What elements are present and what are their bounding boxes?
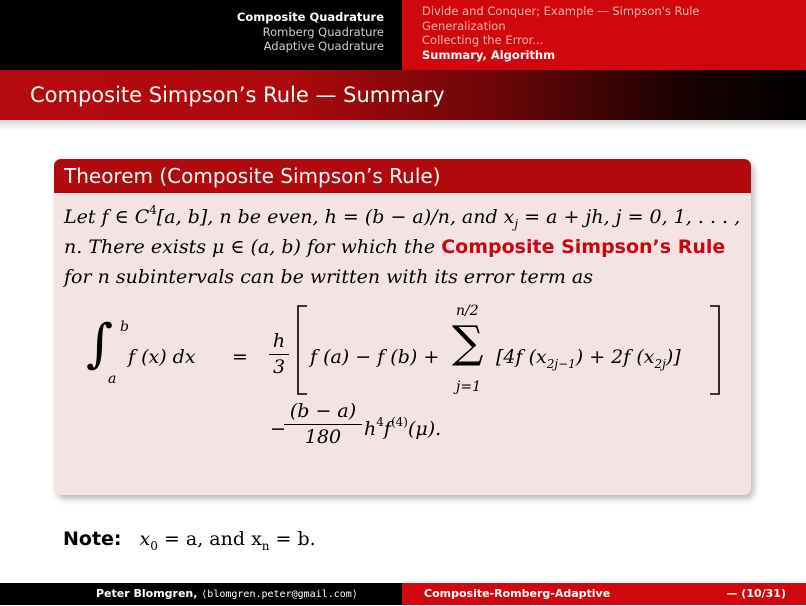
theorem-statement: [64, 202, 741, 292]
error-denominator: 180: [304, 426, 342, 448]
footer-author-name: Peter Blomgren,: [96, 587, 202, 600]
theorem-text-1: Let f ∈ C: [64, 206, 150, 228]
error-f: f: [383, 418, 391, 440]
theorem-title: Theorem (Composite Simpson’s Rule): [54, 159, 751, 193]
sum-term-part-b: ) + 2f (x: [575, 346, 655, 368]
nav-subsection-generalization[interactable]: Generalization: [422, 18, 506, 33]
theorem-alert-text: Composite Simpson’s Rule: [441, 236, 726, 258]
h-denominator: 3: [272, 356, 286, 378]
theorem-text-2: [a, b], n be even, h = (b − a)/n, and x: [156, 206, 515, 228]
footer-email[interactable]: ⟨blomgren.peter@gmail.com⟩: [201, 589, 358, 600]
theorem-text-3: = a + jh, j = 0, 1, . . . , n. There exists μ ∈ (a, b) for which the: [64, 206, 741, 258]
nav-subsection-collecting-error[interactable]: Collecting the Error...: [422, 33, 544, 47]
integral-lower-limit: a: [108, 371, 117, 387]
error-mu: (μ).: [407, 418, 442, 440]
fraction-line: [269, 354, 289, 355]
h-numerator: h: [272, 330, 286, 352]
summation-sign: ∑: [452, 317, 484, 368]
theorem-subscript: j: [514, 217, 519, 231]
theorem-block: [54, 159, 751, 495]
theorem-body: [54, 193, 751, 449]
subsection-navigation: [402, 0, 806, 70]
note-label: Note:: [63, 528, 122, 550]
sum-lower-limit: j=1: [456, 379, 481, 395]
left-big-bracket: [295, 304, 309, 396]
error-h: h: [364, 418, 377, 440]
footer-page-number: — (10/31): [726, 587, 786, 600]
nav-subsection-divide-and-conquer[interactable]: Divide and Conquer; Example — Simpson's Rule: [422, 4, 700, 18]
sum-term-part-a: [4f (x: [496, 346, 547, 368]
sum-term-part-c: )]: [665, 346, 681, 368]
nav-section-romberg-quadrature[interactable]: Romberg Quadrature: [262, 24, 384, 39]
term-f-a-minus-f-b: f (a) − f (b) +: [310, 346, 440, 368]
footer-title-bar: [402, 583, 806, 605]
error-formula: [64, 304, 741, 449]
subscript-2j-minus-1: 2j−1: [546, 357, 576, 371]
nav-section-adaptive-quadrature[interactable]: Adaptive Quadrature: [263, 39, 384, 53]
error-minus-sign: −: [270, 418, 286, 440]
note-text-a: = a, and x: [157, 528, 262, 550]
error-h-exponent: 4: [376, 415, 384, 429]
note-text-b: = b.: [269, 528, 316, 550]
nav-section-composite-quadrature[interactable]: Composite Quadrature: [236, 10, 384, 24]
h-over-3-fraction: [269, 332, 289, 377]
nav-subsection-summary-algorithm[interactable]: Summary, Algorithm: [422, 47, 556, 62]
theorem-superscript: 4: [149, 203, 157, 217]
error-fraction-line: [284, 424, 362, 425]
equals-sign: =: [232, 346, 248, 368]
sum-upper-limit: n/2: [456, 303, 479, 319]
section-navigation: [0, 0, 402, 70]
note-subscript-0: 0: [150, 539, 158, 553]
integral-upper-limit: b: [120, 319, 129, 335]
right-big-bracket: [708, 304, 722, 396]
integral-sign: ∫: [86, 314, 114, 374]
footer-author: [0, 583, 402, 605]
frame-title-bar: [0, 70, 806, 120]
error-fraction: [284, 402, 362, 447]
theorem-text-4: for n subintervals can be written with its error term as: [64, 266, 593, 288]
error-term-tail: [364, 415, 442, 440]
footer-presentation-title: Composite-Romberg-Adaptive: [424, 587, 611, 600]
note-subscript-n: n: [261, 539, 270, 553]
error-f-derivative-order: (4): [390, 415, 408, 429]
sum-term: [496, 346, 681, 371]
integrand: f (x) dx: [128, 346, 196, 368]
header-navigation: [0, 0, 806, 70]
note-x0: x: [139, 528, 151, 550]
note-line: [63, 528, 316, 553]
error-numerator: (b − a): [289, 400, 357, 422]
subscript-2j: 2j: [654, 357, 666, 371]
frame-title: Composite Simpson’s Rule — Summary: [30, 83, 445, 107]
